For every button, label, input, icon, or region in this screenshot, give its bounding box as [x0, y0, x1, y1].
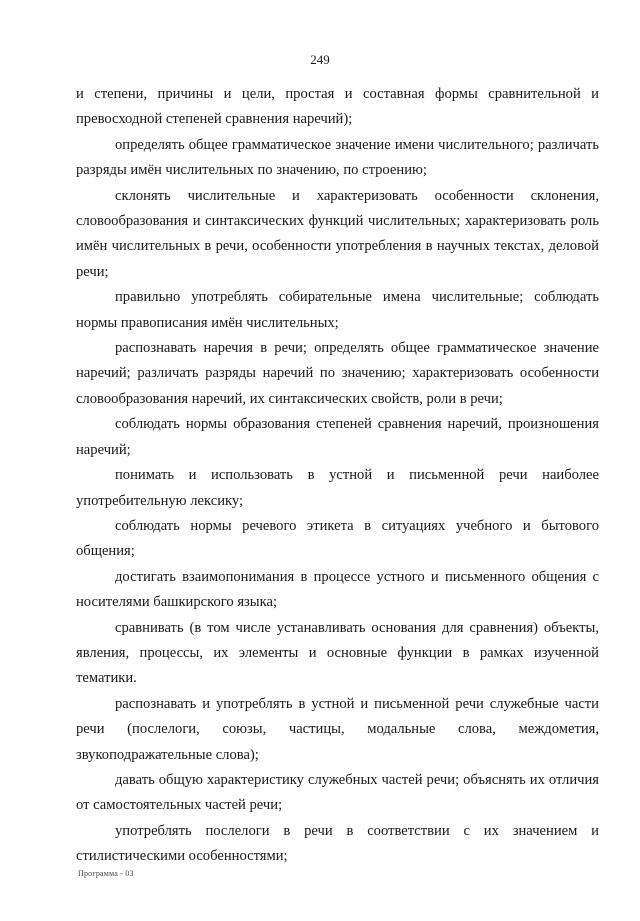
paragraph: распознавать и употреблять в устной и письменной речи служебные части речи (послелоги, союзы, частицы, модальные слова, междометия, звукоподражательные слова);	[76, 695, 599, 763]
paragraph: и степени, причины и цели, простая и составная формы сравнительной и превосходной степеней сравнения наречий);	[76, 86, 599, 128]
body-text	[76, 82, 599, 870]
paragraph: понимать и использовать в устной и письменной речи наиболее употребительную лексику;	[76, 467, 599, 509]
paragraph: сравнивать (в том числе устанавливать основания для сравнения) объекты, явления, процессы, их элементы и основные функции в рамках изученной тематики.	[76, 619, 599, 687]
paragraph: склонять числительные и характеризовать особенности склонения, словообразования и синтаксических функций числительных; характеризовать роль имён числительных в речи, особенности употребления в научных текстах, деловой речи;	[76, 187, 599, 280]
paragraph: соблюдать нормы образования степеней сравнения наречий, произношения наречий;	[76, 416, 599, 458]
paragraph: употреблять послелоги в речи в соответствии с их значением и стилистическими особенностями;	[76, 822, 599, 865]
paragraph: соблюдать нормы речевого этикета в ситуациях учебного и бытового общения;	[76, 517, 599, 560]
page-number: 249	[310, 52, 330, 67]
page-footer: Программа - 03	[78, 869, 134, 878]
paragraph: правильно употреблять собирательные имена числительные; соблюдать нормы правописания имён числительных;	[76, 289, 599, 331]
paragraph: давать общую характеристику служебных частей речи; объяснять их отличия от самостоятельных частей речи;	[76, 771, 599, 814]
paragraph: распознавать наречия в речи; определять общее грамматическое значение наречий; различать разряды наречий по значению; характеризовать особенности словообразования наречий, их синтаксических свойств, роли в речи;	[76, 340, 599, 407]
paragraph: определять общее грамматическое значение имени числительного; различать разряды имён числительных по значению, по строению;	[76, 136, 599, 179]
paragraph: достигать взаимопонимания в процессе устного и письменного общения с носителями башкирского языка;	[76, 568, 599, 611]
